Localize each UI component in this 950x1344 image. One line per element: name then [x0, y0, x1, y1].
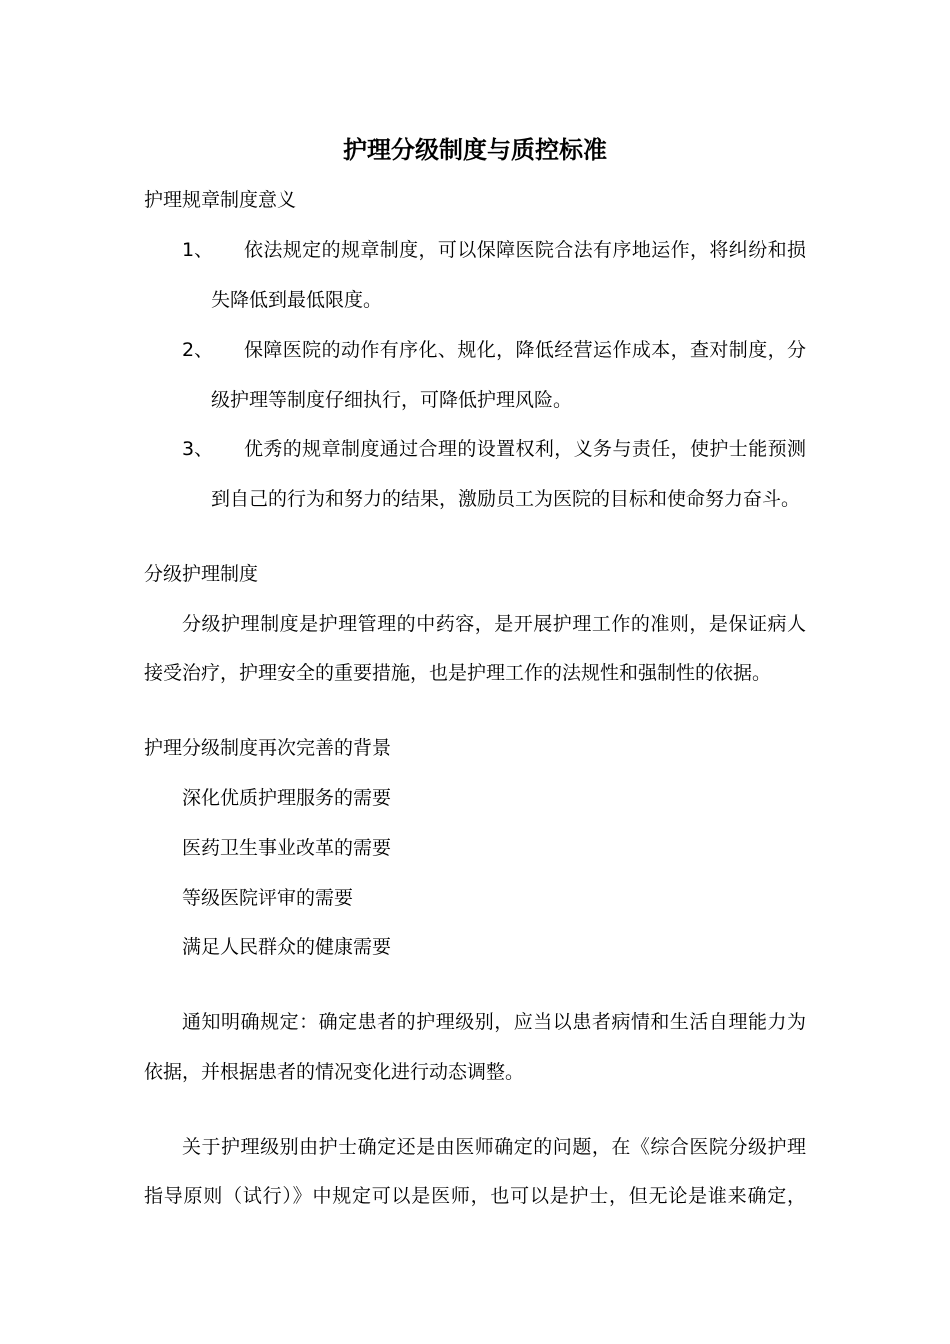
- list-item-number: 2、: [182, 339, 214, 361]
- list-item-text-continued: 到自己的行为和努力的结果，激励员工为医院的目标和使命努力奋斗。: [211, 488, 801, 510]
- list-item-text-continued: 失降低到最低限度。: [211, 289, 383, 311]
- list-item-number: 3、: [182, 438, 214, 460]
- paragraph-line: 分级护理制度是护理管理的中药容，是开展护理工作的准则，是保证病人: [182, 613, 806, 635]
- background-item: 满足人民群众的健康需要: [182, 936, 392, 958]
- document-title: 护理分级制度与质控标准: [343, 136, 607, 164]
- list-item-number: 1、: [182, 239, 214, 261]
- notice-paragraph-line: 通知明确规定：确定患者的护理级别，应当以患者病情和生活自理能力为: [182, 1011, 806, 1033]
- about-paragraph-line: 关于护理级别由护士确定还是由医师确定的问题，在《综合医院分级护理: [182, 1136, 806, 1158]
- list-item-text-continued: 级护理等制度仔细执行，可降低护理风险。: [211, 389, 573, 411]
- section-heading-grading-system: 分级护理制度: [144, 563, 259, 585]
- notice-paragraph-line: 依据，并根据患者的情况变化进行动态调整。: [144, 1061, 525, 1083]
- list-item-text: 保障医院的动作有序化、规化，降低经营运作成本，查对制度，分: [244, 339, 806, 361]
- paragraph-line: 接受治疗，护理安全的重要措施，也是护理工作的法规性和强制性的依据。: [144, 662, 772, 684]
- section-heading-background: 护理分级制度再次完善的背景: [144, 737, 392, 759]
- list-item-text: 优秀的规章制度通过合理的设置权利，义务与责任，使护士能预测: [244, 438, 806, 460]
- background-item: 深化优质护理服务的需要: [182, 787, 392, 809]
- list-item-text: 依法规定的规章制度，可以保障医院合法有序地运作，将纠纷和损: [244, 239, 806, 261]
- background-item: 医药卫生事业改革的需要: [182, 837, 392, 859]
- section-heading-significance: 护理规章制度意义: [144, 189, 297, 211]
- background-item: 等级医院评审的需要: [182, 887, 354, 909]
- about-paragraph-line: 指导原则（试行）》中规定可以是医师，也可以是护士，但无论是谁来确定，: [144, 1185, 806, 1207]
